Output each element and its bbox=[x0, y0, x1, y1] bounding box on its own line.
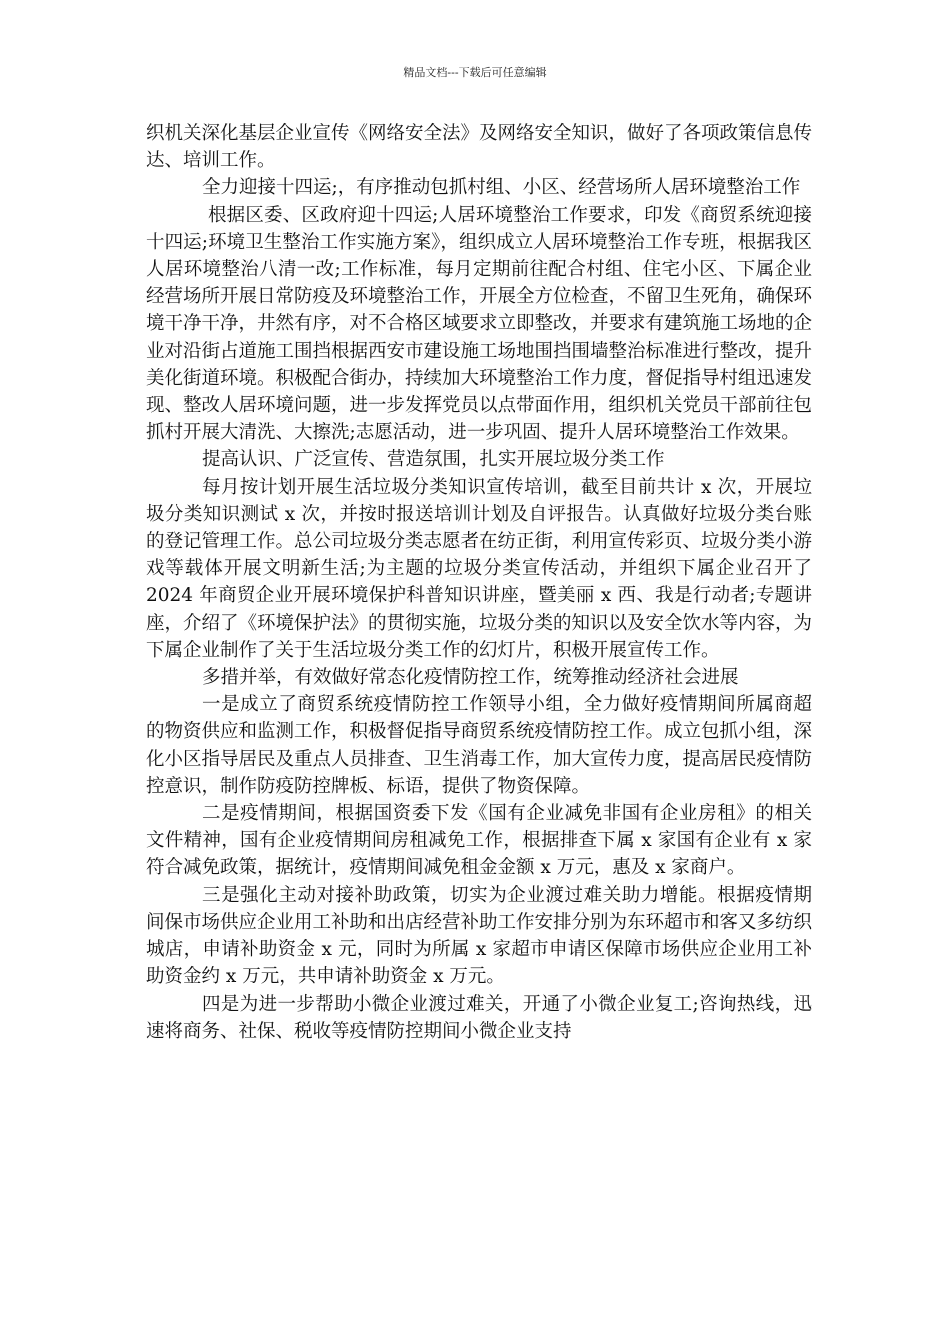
paragraph-epidemic-3: 三是强化主动对接补助政策，切实为企业渡过难关助力增能。根据疫情期间保市场供应企业用工补助和出店经营补助工作安排分别为东环超市和客又多纺织城店，申请补助资金 x 元，同时为所属 x 家超市申请区保障市场供应企业用工补助资金约 x 万元，共申请补助资金 x 万元。 bbox=[146, 884, 813, 988]
paragraph-environment: 根据区委、区政府迎十四运;人居环境整治工作要求，印发《商贸系统迎接十四运;环境卫生整治工作实施方案》，组织成立人居环境整治工作专班，根据我区人居环境整治八清一改;工作标准，每月定期前往配合村组、住宅小区、下属企业经营场所开展日常防疫及环境整治工作，开展全方位检查，不留卫生死角，确保环境干净干净，井然有序，对不合格区域要求立即整改，并要求有建筑施工场地的企业对沿街占道施工围挡根据西安市建设施工场地围挡围墙整治标准进行整改，提升美化街道环境。积极配合街办，持续加大环境整治工作力度，督促指导村组迅速发现、整改人居环境问题，进一步发挥党员以点带面作用，组织机关党员干部前往包抓村开展大清洗、大擦洗;志愿活动，进一步巩固、提升人居环境整治工作效果。 bbox=[146, 204, 813, 444]
paragraph-epidemic-1: 一是成立了商贸系统疫情防控工作领导小组，全力做好疫情期间所属商超的物资供应和监测工作，积极督促指导商贸系统疫情防控工作。成立包抓小组，深化小区指导居民及重点人员排查、卫生消毒工作，加大宣传力度，提高居民疫情防控意识，制作防疫防控牌板、标语，提供了物资保障。 bbox=[146, 694, 813, 797]
paragraph-epidemic-4: 四是为进一步帮助小微企业渡过难关，开通了小微企业复工;咨询热线，迅速将商务、社保、税收等疫情防控期间小微企业支持 bbox=[146, 993, 812, 1042]
page-header: 精品文档---下载后可任意编辑 bbox=[403, 66, 547, 79]
paragraph-epidemic-2: 二是疫情期间，根据国资委下发《国有企业减免非国有企业房租》的相关文件精神，国有企业疫情期间房租减免工作，根据排查下属 x 家国有企业有 x 家符合减免政策，据统计，疫情期间减免租金金额 x 万元，惠及 x 家商户。 bbox=[146, 803, 812, 879]
document-body bbox=[146, 120, 812, 1045]
paragraph-garbage: 每月按计划开展生活垃圾分类知识宣传培训，截至目前共计 x 次，开展垃圾分类知识测试 x 次，并按时报送培训计划及自评报告。认真做好垃圾分类台账的登记管理工作。总公司垃圾分类志愿者在纺正街，利用宣传彩页、垃圾分类小游戏等载体开展文明新生活;为主题的垃圾分类宣传活动，并组织下属企业召开了 2024 年商贸企业开展环境保护科普知识讲座，暨美丽 x 西、我是行动者;专题讲座，介绍了《环境保护法》的贯彻实施，垃圾分类的知识以及安全饮水等内容，为下属企业制作了关于生活垃圾分类工作的幻灯片，积极开展宣传工作。 bbox=[146, 476, 813, 661]
section-heading-environment: 全力迎接十四运;，有序推动包抓村组、小区、经营场所人居环境整治工作 bbox=[202, 177, 801, 199]
section-heading-garbage: 提高认识、广泛宣传、营造氛围，扎实开展垃圾分类工作 bbox=[202, 449, 665, 471]
paragraph-continuation: 织机关深化基层企业宣传《网络安全法》及网络安全知识，做好了各项政策信息传达、培训工作。 bbox=[146, 123, 813, 172]
section-heading-epidemic: 多措并举，有效做好常态化疫情防控工作，统筹推动经济社会进展 bbox=[202, 667, 739, 689]
